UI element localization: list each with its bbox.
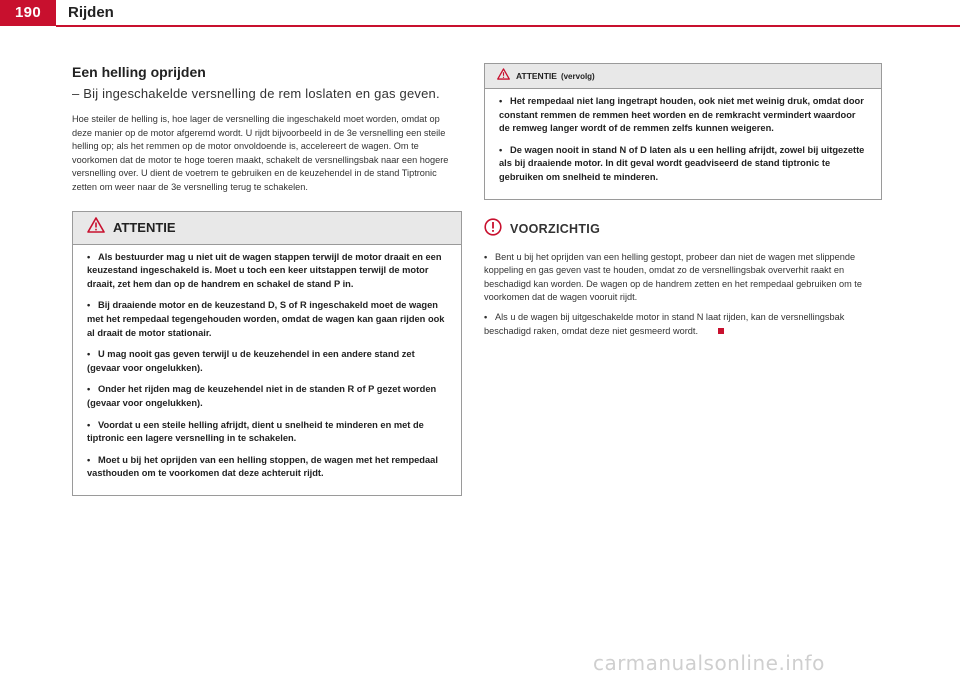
warning-continued-body	[485, 89, 881, 199]
warning-item: • Moet u bij het oprijden van een helling stoppen, de wagen met het rempedaal vasthouden om te voorkomen dat deze achteruit rijdt.	[87, 454, 438, 479]
warning-item: • Voordat u een steile helling afrijdt, dient u snelheid te minderen en met de tiptronic een lagere versnelling in te schakelen.	[87, 419, 424, 444]
warning-item: • U mag nooit gas geven terwijl u de keuzehendel in een andere stand zet (gevaar voor ongelukken).	[87, 349, 415, 373]
caution-header	[484, 218, 882, 241]
warning-continued-title: ATTENTIE	[516, 71, 557, 81]
section-heading: Een helling oprijden	[72, 64, 206, 80]
caution-item: • Als u de wagen bij uitgeschakelde motor in stand N laat rijden, kan de versnellingsbak beschadigd raken, omdat deze niet gesmeerd wordt.	[484, 311, 845, 336]
watermark: carmanualsonline.info	[593, 651, 825, 675]
warning-continued-header	[485, 64, 881, 89]
warning-continued-subtitle: (vervolg)	[560, 71, 595, 81]
page-number: 190	[0, 0, 56, 26]
intro-paragraph: Hoe steiler de helling is, hoe lager de versnelling die ingeschakeld moet worden, omdat op deze manier op de motor afgeremd wordt. U rijdt bijvoorbeeld in de 3e versnelling een steile helling op; als het remmen op de motor onvoldoende is, accelereert de wagen. Om te voorkomen dat de motor te hoge toeren maakt, schakelt de versnellingsbak naar een hogere versnelling over. U dient de voetrem te gebruiken en de keuzehendel in de stand Tiptronic zetten om weer naar de 3e versnelling terug te schakelen.	[72, 114, 449, 192]
right-column	[484, 63, 882, 344]
warning-body	[73, 245, 461, 495]
header-rule	[56, 25, 960, 27]
warning-box	[72, 211, 462, 496]
warning-triangle-icon	[87, 217, 105, 238]
warning-item: • De wagen nooit in stand N of D laten als u een helling afrijdt, zowel bij uitgezette als bij draaiende motor. In dit geval wordt geadviseerd de stand tiptronic te gebruiken om snelheid te minderen.	[499, 144, 865, 182]
warning-header	[73, 212, 461, 245]
caution-title: VOORZICHTIG	[510, 222, 601, 237]
warning-title: ATTENTIE	[113, 220, 176, 236]
end-of-section-mark	[718, 328, 724, 334]
warning-item: • Als bestuurder mag u niet uit de wagen stappen terwijl de motor draait en een keuzestand ingeschakeld is. Moet u toch een keer uitstappen terwijl de motor draait, zet hem dan op de handrem en schakel de stand P in.	[87, 251, 442, 289]
warning-triangle-icon	[497, 67, 510, 85]
instruction-step: – Bij ingeschakelde versnelling de rem loslaten en gas geven.	[72, 86, 440, 101]
left-column	[72, 64, 462, 496]
warning-item: • Bij draaiende motor en de keuzestand D, S of R ingeschakeld moet de wagen met het rempedaal tegengehouden worden, omdat de wagen kan gaan rijden ook al draait de motor stationair.	[87, 300, 445, 338]
page-header	[0, 0, 960, 26]
warning-item: • Het rempedaal niet lang ingetrapt houden, ook niet met weinig druk, omdat door constant remmen de remmen heet worden en de remkracht vermindert waardoor de remweg langer wordt of de remmen zelfs kunnen weigeren.	[499, 96, 864, 134]
caution-item: • Bent u bij het oprijden van een helling gestopt, probeer dan niet de wagen met slippende koppeling en gas geven vast te houden, omdat zo de versnellingsbak oververhit raakt en beschadigd kan worden. De wagen op de handrem zetten en het rempedaal gebruiken om te voorkomen dat de wagen vooruit rijdt.	[484, 251, 862, 303]
caution-icon	[484, 218, 502, 241]
warning-continued-box	[484, 63, 882, 200]
caution-list	[484, 251, 882, 339]
warning-item: • Onder het rijden mag de keuzehendel niet in de standen R of P gezet worden (gevaar voor ongelukken).	[87, 384, 437, 408]
section-title: Rijden	[68, 4, 114, 21]
